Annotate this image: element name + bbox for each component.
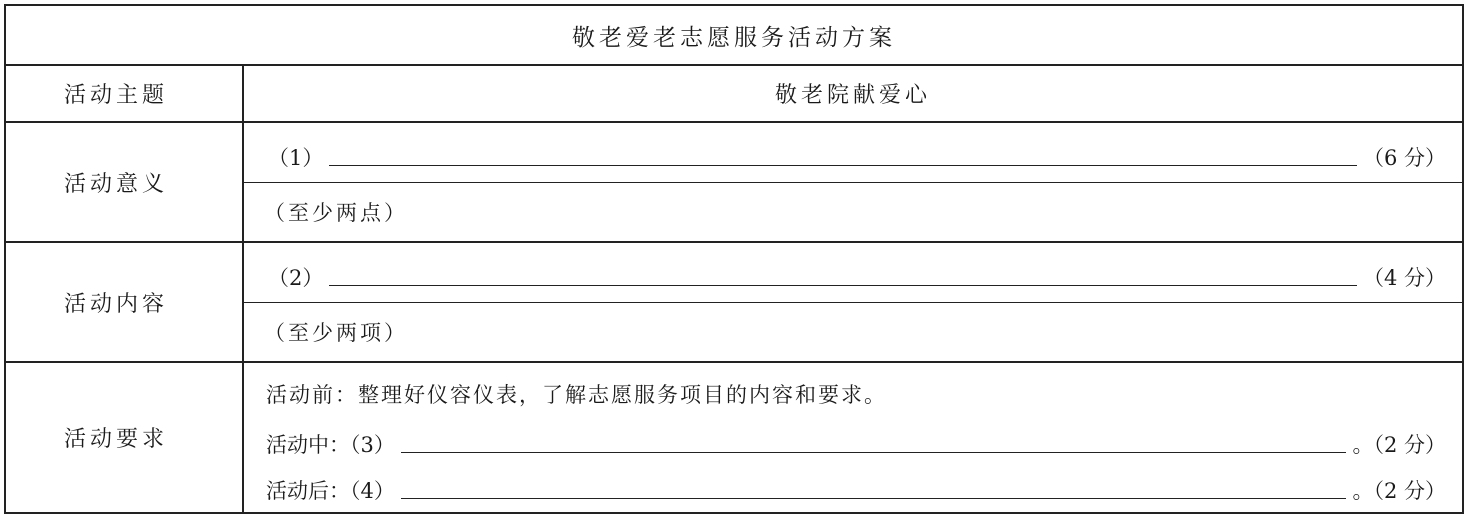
content-answer-line: [244, 243, 1462, 303]
table-title-row: [6, 6, 1462, 66]
requirements-before: 活动前：整理好仪容仪表，了解志愿服务项目的内容和要求。: [266, 383, 887, 407]
theme-value: 敬老院献爱心: [774, 83, 931, 108]
table-title: 敬老爱老志愿服务活动方案: [572, 24, 896, 51]
content-label: 活动内容: [6, 243, 244, 361]
requirements-during-score: 。（2 分）: [1352, 433, 1446, 457]
requirements-during-blank[interactable]: [401, 450, 1347, 453]
theme-label: 活动主题: [6, 66, 244, 121]
requirements-label: 活动要求: [6, 363, 244, 512]
content-row: [6, 243, 1462, 363]
requirements-row: [6, 363, 1462, 512]
requirements-after-blank[interactable]: [401, 496, 1347, 499]
content-note: （至少两项）: [264, 321, 408, 345]
significance-row: [6, 123, 1462, 243]
content-blank-number: （2）: [268, 266, 324, 290]
requirements-during-prefix: 活动中：（3）: [266, 433, 395, 457]
content-answer-blank[interactable]: [329, 283, 1357, 286]
significance-score: （6 分）: [1362, 146, 1446, 170]
theme-row: [6, 66, 1462, 123]
content-score: （4 分）: [1362, 266, 1446, 290]
significance-blank-number: （1）: [268, 146, 324, 170]
requirements-after-prefix: 活动后：（4）: [266, 479, 395, 503]
significance-answer-line: [244, 123, 1462, 183]
requirements-after-line: [244, 469, 1462, 505]
requirements-during-line: [244, 423, 1462, 459]
significance-note: （至少两点）: [264, 201, 408, 225]
significance-label: 活动意义: [6, 123, 244, 241]
significance-answer-blank[interactable]: [329, 163, 1357, 166]
activity-plan-table: [4, 4, 1464, 514]
requirements-after-score: 。（2 分）: [1352, 479, 1446, 503]
